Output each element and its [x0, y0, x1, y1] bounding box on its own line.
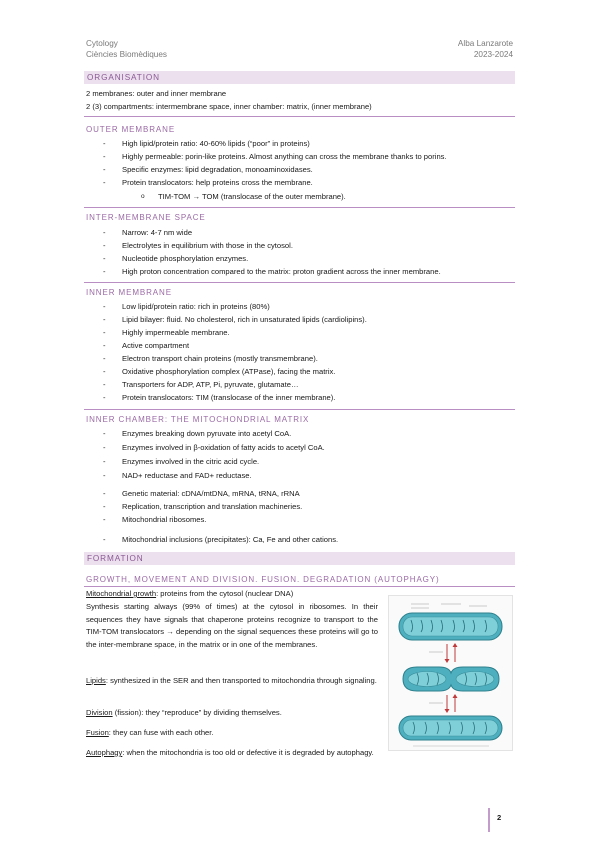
term-division: Division	[86, 708, 113, 717]
bullet-dash: -	[103, 341, 106, 350]
list-item: Lipid bilayer: fluid. No cholesterol, rich in unsaturated lipids (cardiolipins).	[122, 315, 367, 324]
bullet-dash: -	[103, 535, 106, 544]
growth-body-paragraph: Synthesis starting always (99% of times) at the cytosol in ribosomes. In their sequences they have signals that chaperone proteins recognize to transport to the TIM-TOM translocators → depending on the signal sequences these proteins will go to the inter-membrane space, in the matrix or in one of the membranes.	[86, 602, 378, 649]
division-text: (fission): they “reproduce” by dividing themselves.	[112, 708, 282, 717]
list-item: Replication, transcription and translation machineries.	[122, 502, 303, 511]
page-number: 2	[497, 813, 502, 822]
list-item: Enzymes involved in β-oxidation of fatty acids to acetyl CoA.	[122, 443, 325, 452]
bullet-dash: -	[103, 502, 106, 511]
bullet-dash: -	[103, 380, 106, 389]
growth-paragraph	[86, 588, 378, 601]
bullet-dash: -	[103, 228, 106, 237]
autophagy-paragraph	[86, 747, 378, 760]
section-formation-title: FORMATION	[84, 552, 515, 565]
lipids-text: : synthesized in the SER and then transported to mitochondria through signaling.	[105, 676, 377, 685]
header-left	[86, 38, 167, 60]
bullet-dash: -	[103, 165, 106, 174]
section-divider	[84, 116, 515, 117]
term-mitochondrial-growth: Mitochondrial growth	[86, 589, 157, 598]
bullet-dash: -	[103, 152, 106, 161]
section-divider	[84, 282, 515, 283]
mitochondrion-bottom	[399, 716, 502, 740]
bullet-dash: -	[103, 443, 106, 452]
bullet-dash: -	[103, 354, 106, 363]
bullet-dash: -	[103, 302, 106, 311]
bullet-dash: -	[103, 328, 106, 337]
bullet-dash: -	[103, 267, 106, 276]
section-inner-membrane-title: INNER MEMBRANE	[86, 288, 172, 297]
section-divider	[84, 586, 515, 587]
section-inner-chamber-title: INNER CHAMBER: THE MITOCHONDRIAL MATRIX	[86, 415, 310, 424]
bullet-dash: -	[103, 429, 106, 438]
bullet-dash: -	[103, 139, 106, 148]
organisation-line-1: 2 membranes: outer and inner membrane	[86, 89, 227, 98]
list-item: Genetic material: cDNA/mtDNA, mRNA, tRNA, rRNA	[122, 489, 300, 498]
list-item: Highly permeable: porin-like proteins. Almost anything can cross the membrane thanks to porins.	[122, 152, 447, 161]
author-name: Alba Lanzarote	[457, 39, 513, 48]
growth-heading-rest: : proteins from the cytosol (nuclear DNA)	[156, 589, 294, 598]
course-title: Cytology	[86, 39, 118, 48]
bullet-dash: -	[103, 393, 106, 402]
list-item: Highly impermeable membrane.	[122, 328, 230, 337]
section-outer-membrane-title: OUTER MEMBRANE	[86, 125, 176, 134]
mitochondrion-top	[399, 613, 502, 640]
list-item: Mitochondrial inclusions (precipitates): Ca, Fe and other cations.	[122, 535, 339, 544]
section-divider	[84, 409, 515, 410]
fusion-paragraph	[86, 727, 378, 740]
section-intermembrane-title: INTER-MEMBRANE SPACE	[86, 213, 206, 222]
list-item: NAD+ reductase and FAD+ reductase.	[122, 471, 252, 480]
list-subitem: TIM-TOM → TOM (translocase of the outer membrane).	[158, 192, 346, 201]
fission-fusion-arrows-lower	[429, 694, 458, 713]
bullet-circle: o	[141, 193, 145, 200]
term-autophagy: Autophagy	[86, 748, 123, 757]
list-item: Oxidative phosphorylation complex (ATPase), facing the matrix.	[122, 367, 336, 376]
list-item: High lipid/protein ratio: 40-60% lipids (“poor” in proteins)	[122, 139, 310, 148]
bullet-dash: -	[103, 457, 106, 466]
mitochondria-illustration	[389, 596, 512, 750]
list-item: Enzymes breaking down pyruvate into acetyl CoA.	[122, 429, 292, 438]
bullet-dash: -	[103, 471, 106, 480]
bullet-dash: -	[103, 489, 106, 498]
section-organisation-title: ORGANISATION	[84, 71, 515, 84]
list-item: Low lipid/protein ratio: rich in proteins (80%)	[122, 302, 270, 311]
organisation-line-2: 2 (3) compartments: intermembrane space, inner chamber: matrix, (inner membrane)	[86, 102, 372, 111]
division-paragraph	[86, 707, 378, 720]
list-item: Nucleotide phosphorylation enzymes.	[122, 254, 249, 263]
list-item: Enzymes involved in the citric acid cycle.	[122, 457, 260, 466]
page-number-bar	[488, 808, 490, 832]
list-item: Active compartment	[122, 341, 190, 350]
list-item: Transporters for ADP, ATP, Pi, pyruvate, glutamate…	[122, 380, 299, 389]
academic-year: 2023-2024	[473, 50, 513, 59]
lipids-paragraph	[86, 675, 378, 688]
list-item: Specific enzymes: lipid degradation, monoaminoxidases.	[122, 165, 313, 174]
list-item: Narrow: 4-7 nm wide	[122, 228, 193, 237]
list-item: Mitochondrial ribosomes.	[122, 515, 207, 524]
list-item: Protein translocators: TIM (translocase of the inner membrane).	[122, 393, 336, 402]
bullet-dash: -	[103, 241, 106, 250]
bullet-dash: -	[103, 515, 106, 524]
section-growth-title: GROWTH, MOVEMENT AND DIVISION. FUSION. DEGRADATION (AUTOPHAGY)	[86, 575, 440, 584]
bullet-dash: -	[103, 367, 106, 376]
header-right	[458, 38, 513, 60]
autophagy-text: : when the mitochondria is too old or defective it is degraded by autophagy.	[122, 748, 374, 757]
section-divider	[84, 207, 515, 208]
fusion-text: : they can fuse with each other.	[108, 728, 214, 737]
bullet-dash: -	[103, 254, 106, 263]
mitochondrion-middle	[403, 667, 499, 691]
term-fusion: Fusion	[86, 728, 109, 737]
degree-name: Ciències Biomèdiques	[86, 50, 168, 59]
mitochondria-fission-fusion-figure	[388, 595, 513, 751]
fission-fusion-arrows	[429, 643, 458, 663]
list-item: Protein translocators: help proteins cross the membrane.	[122, 178, 313, 187]
list-item: Electrolytes in equilibrium with those in the cytosol.	[122, 241, 293, 250]
bullet-dash: -	[103, 178, 106, 187]
list-item: High proton concentration compared to the matrix: proton gradient across the inner membrane.	[122, 267, 441, 276]
list-item: Electron transport chain proteins (mostly transmembrane).	[122, 354, 318, 363]
bullet-dash: -	[103, 315, 106, 324]
term-lipids: Lipids	[86, 676, 106, 685]
